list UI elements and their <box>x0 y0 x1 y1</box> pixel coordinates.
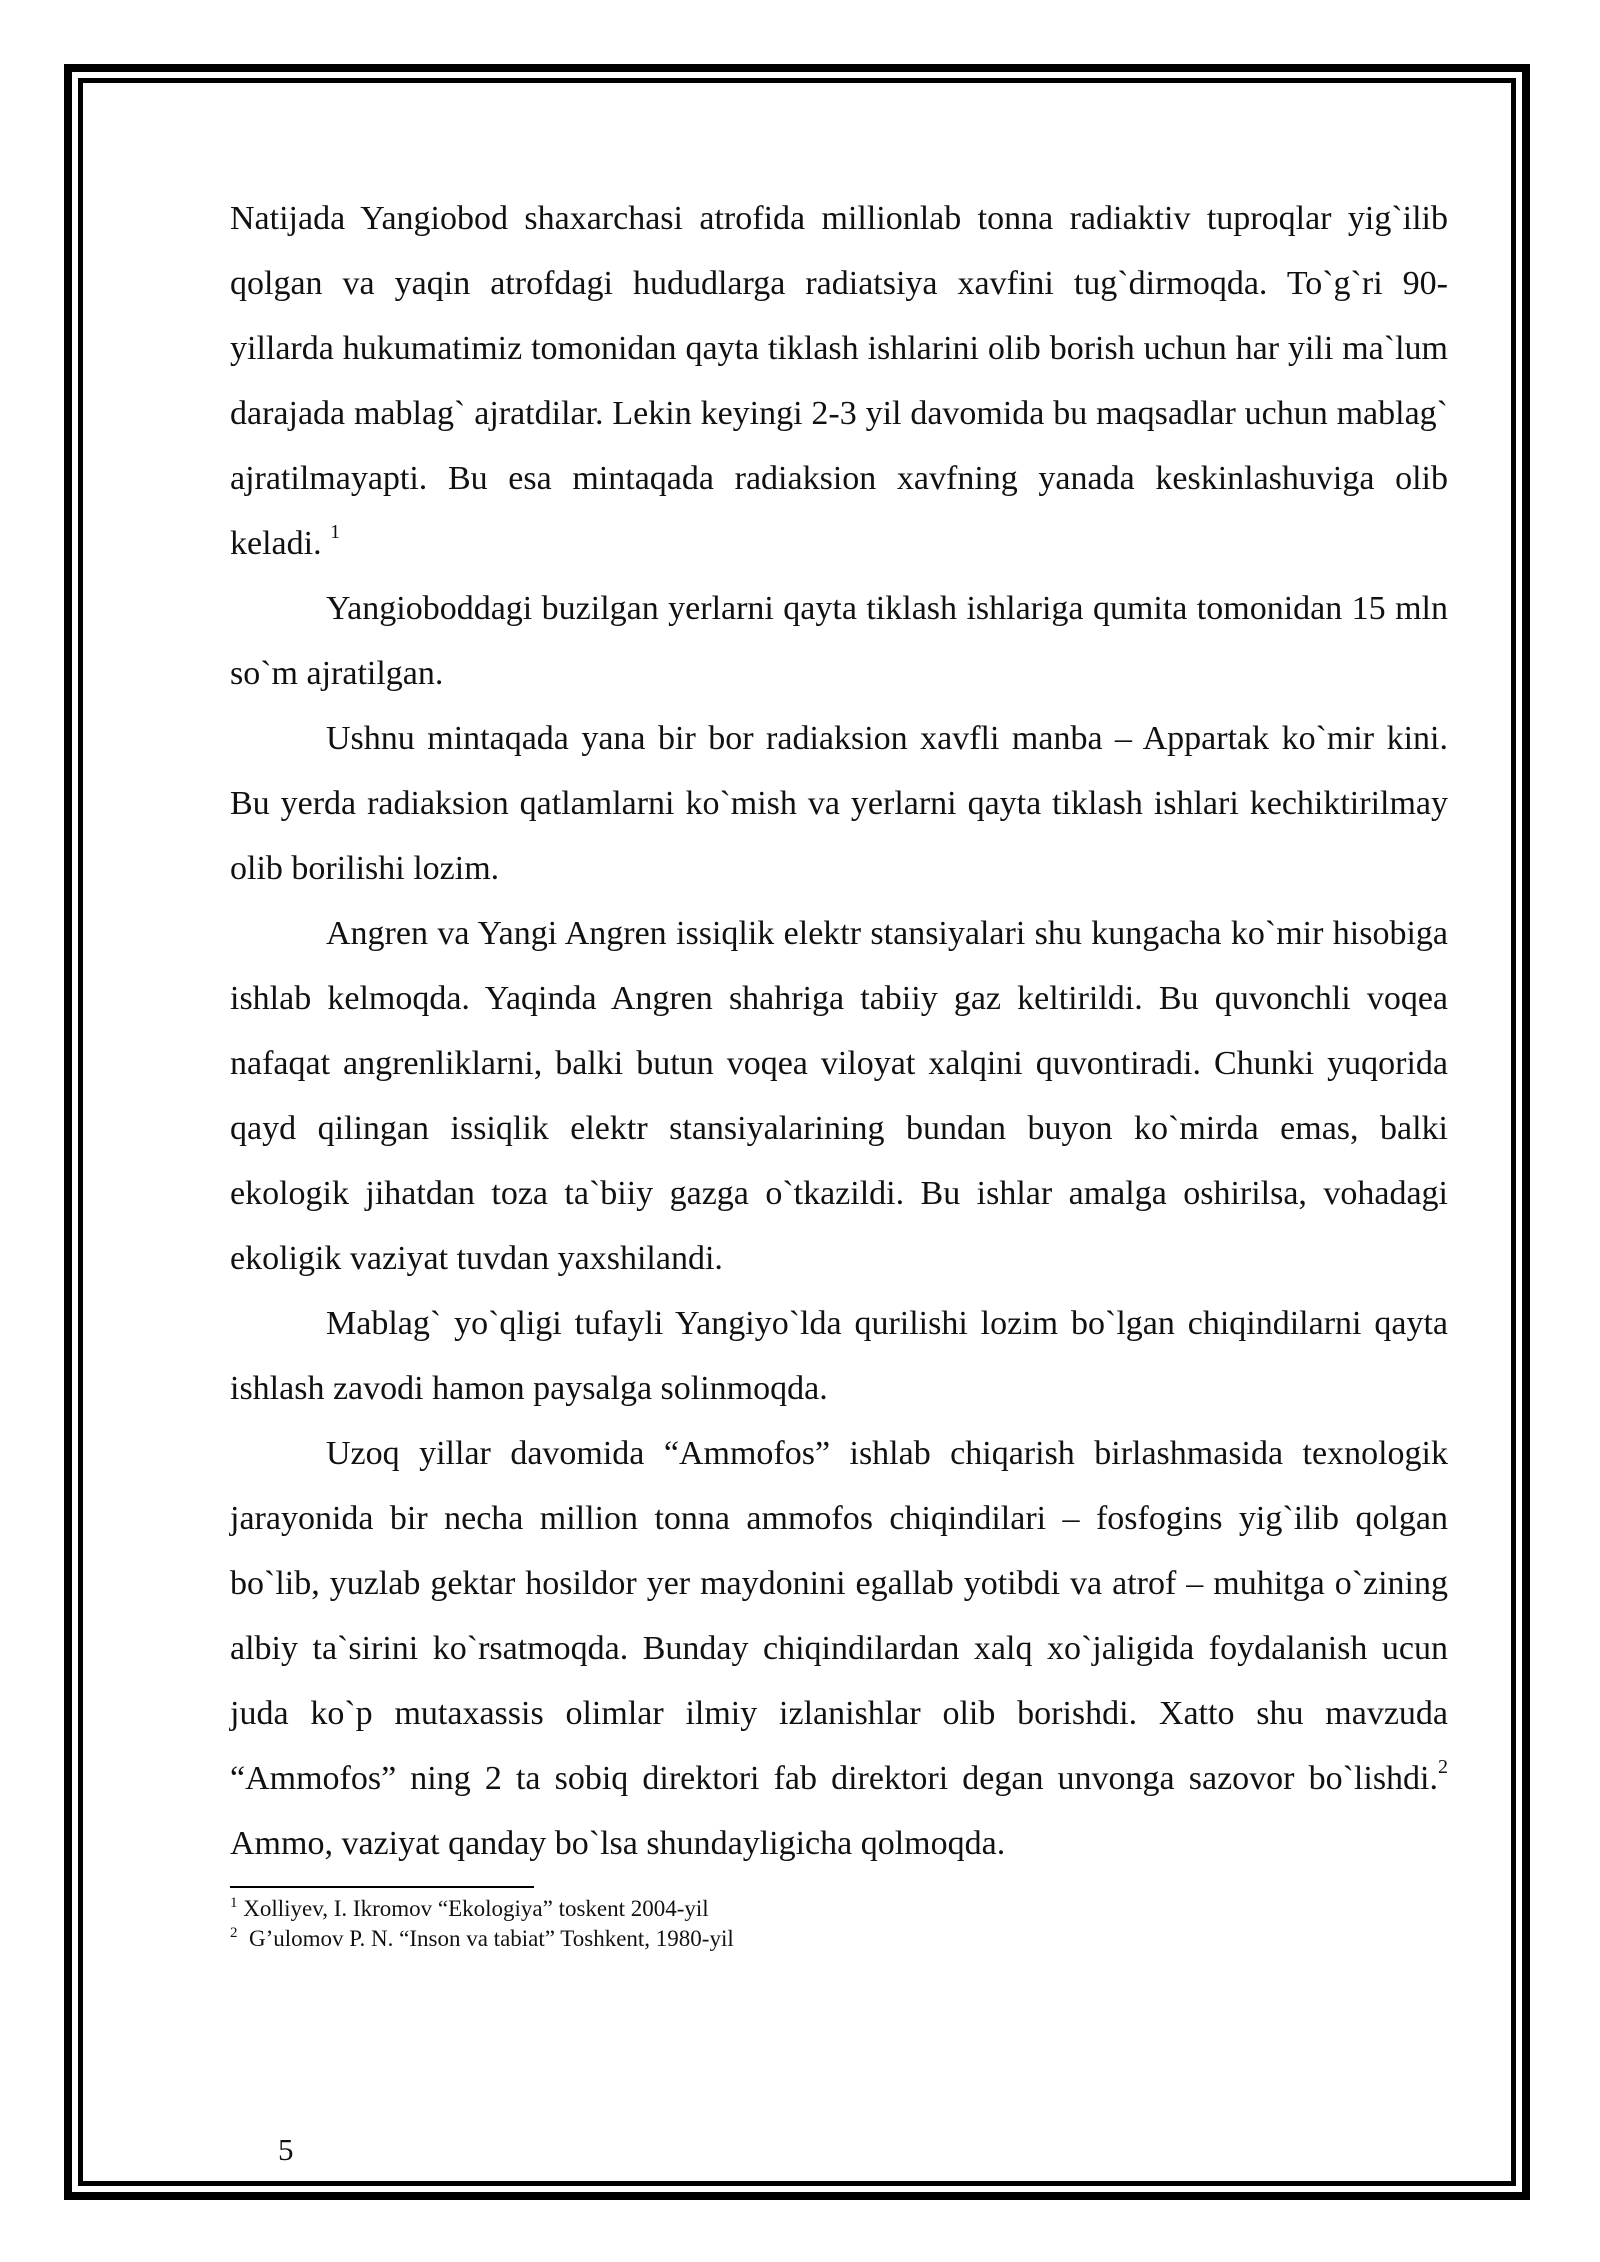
footnote-ref-1: 1 <box>330 521 341 543</box>
footnote-mark-2: 2 <box>230 1925 238 1941</box>
page-body <box>230 186 1448 1954</box>
paragraph-5: Mablag` yo`qligi tufayli Yangiyo`lda qurilishi lozim bo`lgan chiqindilarni qayta ishlash zavodi hamon paysalga solinmoqda. <box>230 1305 1448 1407</box>
footnote-2-text: G’ulomov P. N. “Inson va tabiat” Toshkent, 1980-yil <box>237 1926 734 1951</box>
paragraph-3: Ushnu mintaqada yana bir bor radiaksion xavfli manba – Appartak ko`mir kini. Bu yerda radiaksion qatlamlarni ko`mish va yerlarni qayta tiklash ishlari kechiktirilmay olib borilishi lozim. <box>230 720 1448 887</box>
footnote-ref-2: 2 <box>1438 1756 1448 1778</box>
paragraph-6-tail: Ammo, vaziyat qanday bo`lsa shundayligicha qolmoqda. <box>230 1825 1006 1862</box>
footnote-mark-1: 1 <box>230 1895 238 1911</box>
paragraph-4: Angren va Yangi Angren issiqlik elektr stansiyalari shu kungacha ko`mir hisobiga ishlab kelmoqda. Yaqinda Angren shahriga tabiiy gaz keltirildi. Bu quvonchli voqea nafaqat angrenliklarni, balki butun voqea viloyat xalqini quvontiradi. Chunki yuqorida qayd qilingan issiqlik elektr stansiyalarining bundan buyon ko`mirda emas, balki ekologik jihatdan toza ta`biiy gazga o`tkazildi. Bu ishlar amalga oshirilsa, vohadagi ekoligik vaziyat tuvdan yaxshilandi. <box>230 915 1448 1277</box>
paragraph-6-text: Uzoq yillar davomida “Ammofos” ishlab chiqarish birlashmasida texnologik jarayonida bir necha million tonna ammofos chiqindilari – fosfogins yig`ilib qolgan bo`lib, yuzlab gektar hosildor yer maydonini egallab yotibdi va atrof – muhitga o`zining albiy ta`sirini ko`rsatmoqda. Bunday chiqindilardan xalq xo`jaligida foydalanish ucun juda ko`p mutaxassis olimlar ilmiy izlanishlar olib borishdi. Xatto shu mavzuda “Ammofos” ning 2 ta sobiq direktori fab direktori degan unvonga sazovor bo`lishdi. <box>230 1435 1448 1797</box>
paragraph-2: Yangioboddagi buzilgan yerlarni qayta tiklash ishlariga qumita tomonidan 15 mln so`m ajratilgan. <box>230 590 1448 692</box>
paragraph-1-text: Natijada Yangiobod shaxarchasi atrofida millionlab tonna radiaktiv tuproqlar yig`ilib qolgan va yaqin atrofdagi hududlarga radiatsiya xavfini tug`dirmoqda. To`g`ri 90-yillarda hukumatimiz tomonidan qayta tiklash ishlarini olib borish uchun har yili ma`lum darajada mablag` ajratdilar. Lekin keyingi 2-3 yil davomida bu maqsadlar uchun mablag` ajratilmayapti. Bu esa mintaqada radiaksion xavfning yanada keskinlashuviga olib keladi. <box>230 200 1448 562</box>
paragraph-1 <box>230 186 1448 576</box>
footnote-2 <box>230 1924 1448 1954</box>
footnote-1-text: Xolliyev, I. Ikromov “Ekologiya” toskent 2004-yil <box>237 1896 709 1921</box>
footnote-1 <box>230 1894 1448 1924</box>
footnotes <box>230 1894 1448 1954</box>
paragraph-6 <box>230 1421 1448 1876</box>
page-number: 5 <box>278 2132 294 2167</box>
footnote-separator <box>230 1886 534 1888</box>
